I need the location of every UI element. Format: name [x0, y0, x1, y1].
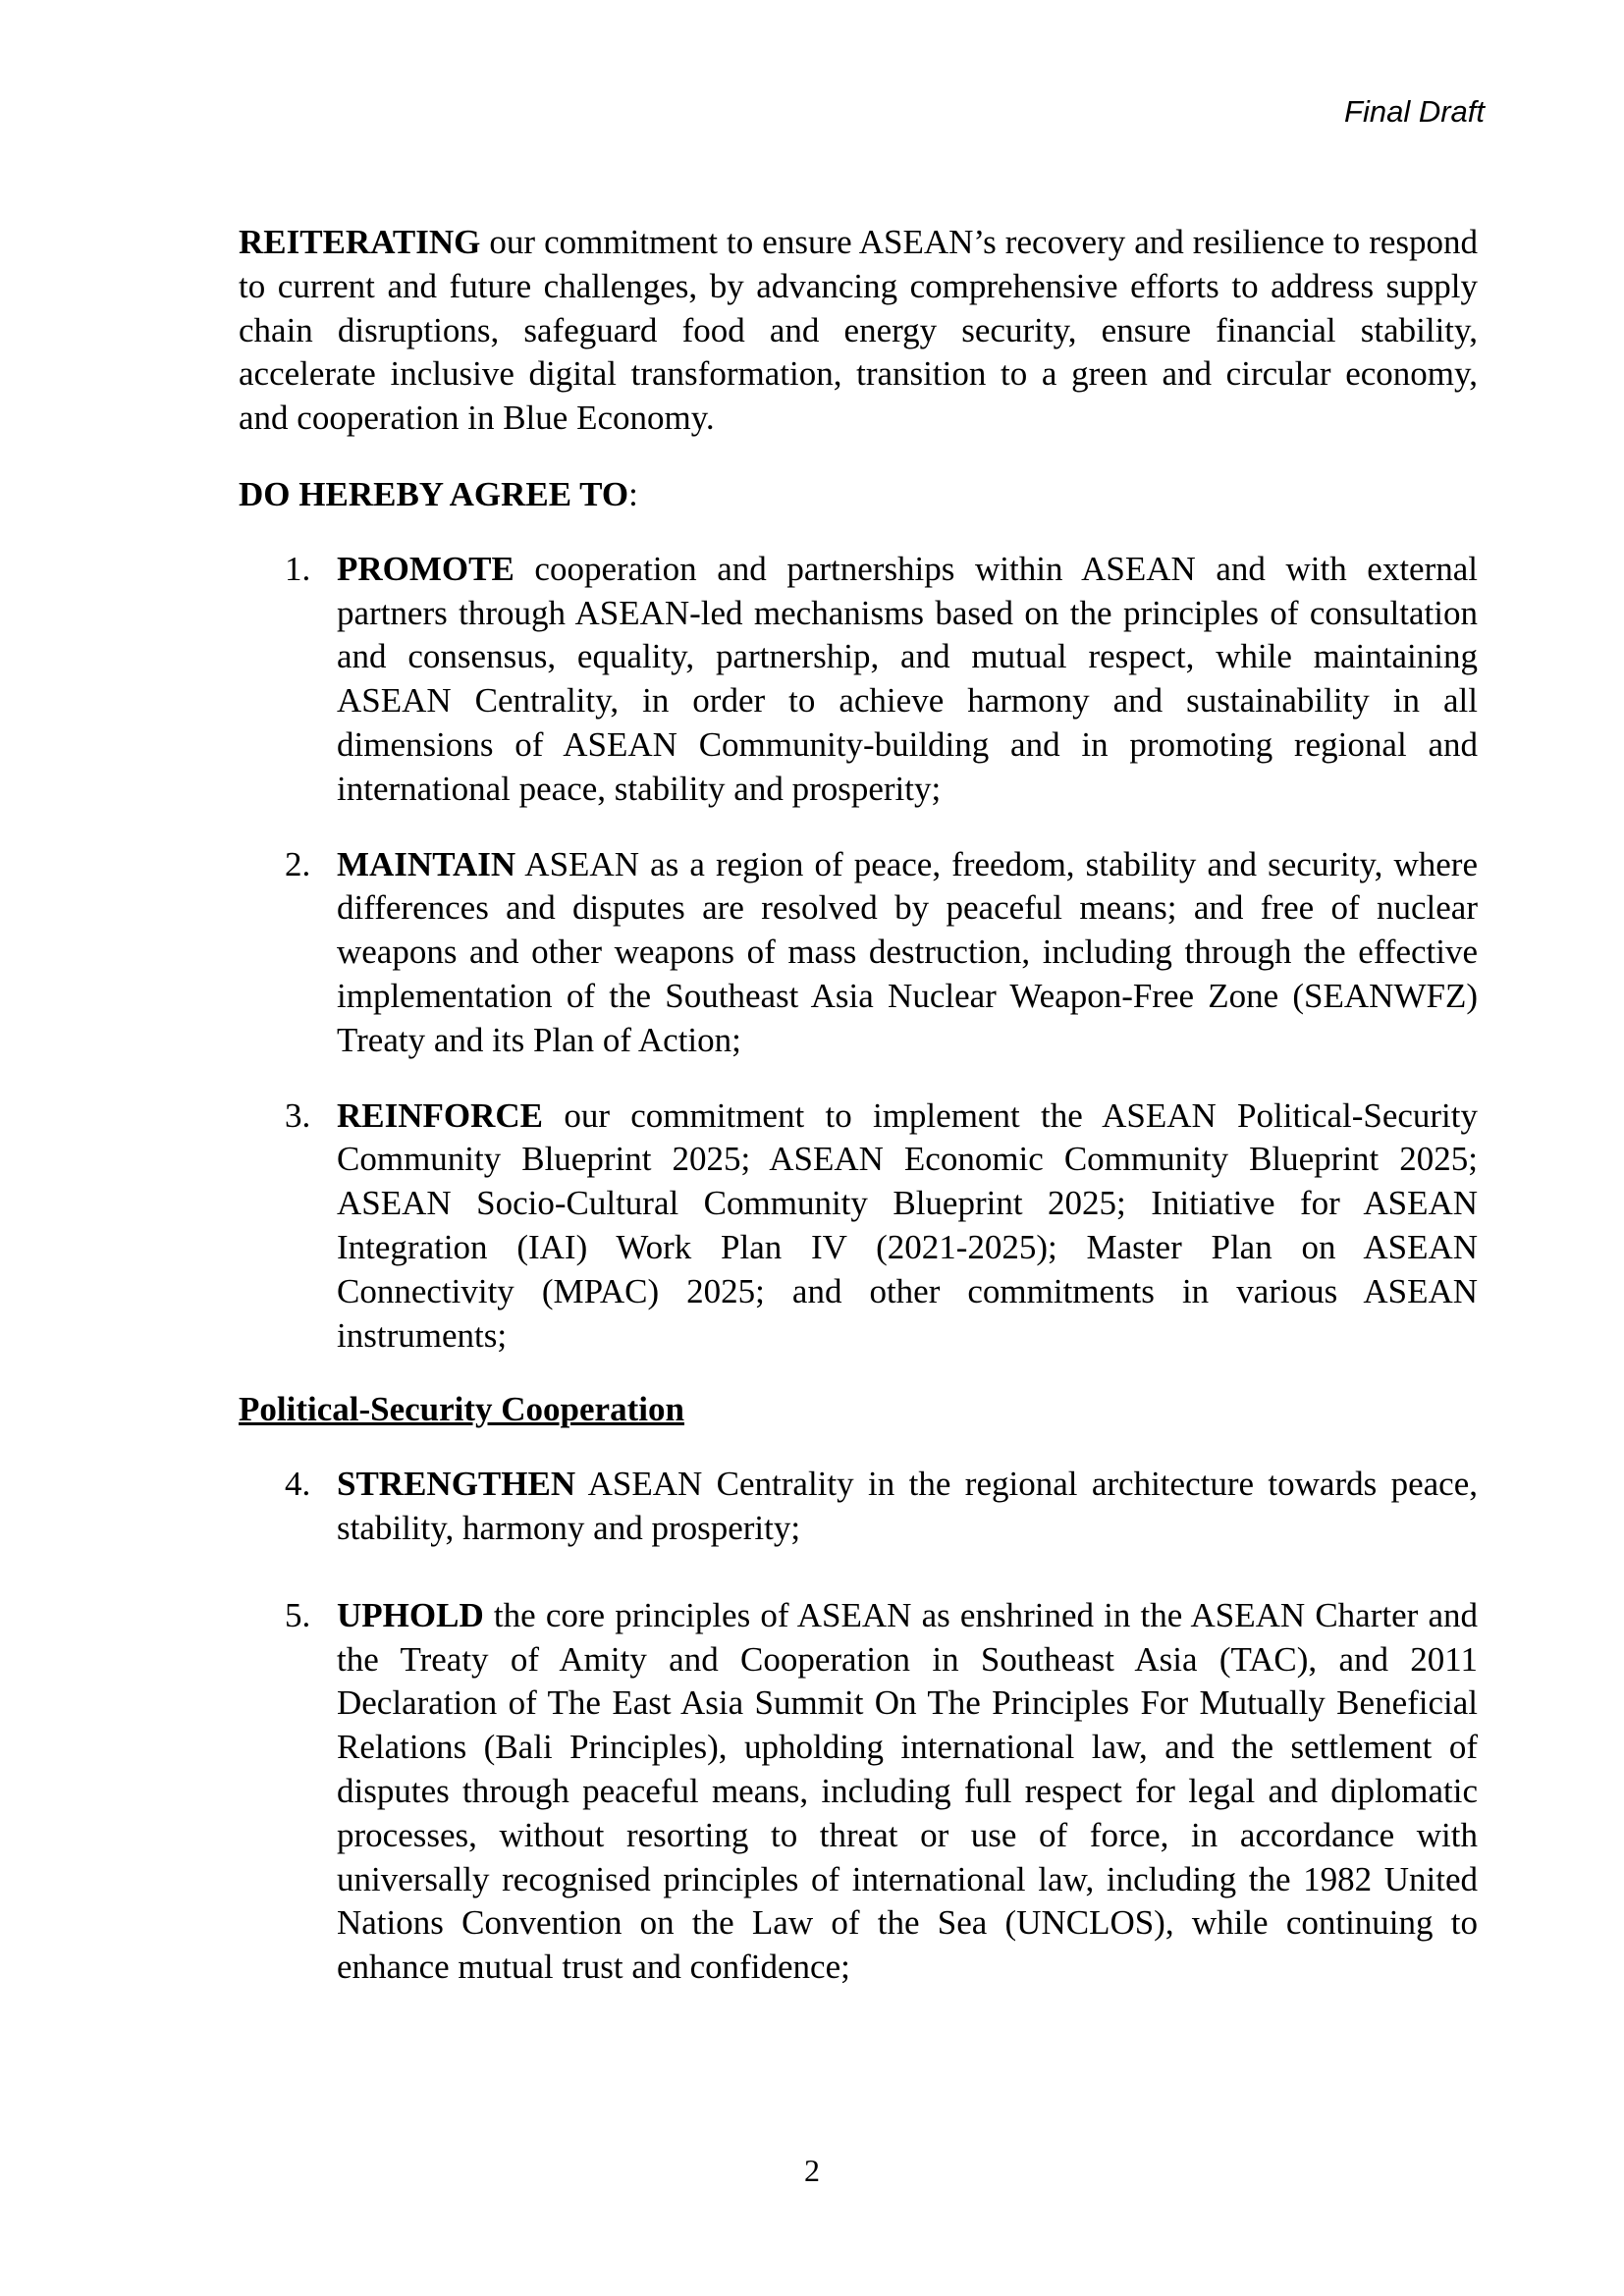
list-item [239, 548, 1478, 812]
list-item-keyword: MAINTAIN [337, 844, 516, 883]
list-item-number: 1. [285, 549, 311, 588]
list-item-text: ASEAN as a region of peace, freedom, stability and security, where differences and disputes are resolved by peaceful means; and free of nuclear weapons and other weapons of mass destruction, including through the effective implementation of the Southeast Asia Nuclear Weapon-Free Zone (SEANWFZ) Treaty and its Plan of Action; [337, 844, 1478, 1059]
document-body [239, 221, 1478, 1990]
list-item-keyword: UPHOLD [337, 1595, 484, 1634]
preamble-paragraph [239, 221, 1478, 441]
list-item-number: 2. [285, 844, 311, 883]
list-item-text: our commitment to implement the ASEAN Political-Security Community Blueprint 2025; ASEAN Economic Community Blueprint 2025; ASEAN Socio-Cultural Community Blueprint 2025; Initiative for ASEAN Integration (IAI) Work Plan IV (2021-2025); Master Plan on ASEAN Connectivity (MPAC) 2025; and other commitments in various ASEAN instruments; [337, 1095, 1478, 1355]
agree-heading-colon: : [628, 474, 638, 513]
section-heading: Political-Security Cooperation [239, 1390, 684, 1429]
list-item-text: the core principles of ASEAN as enshrined in the ASEAN Charter and the Treaty of Amity and Cooperation in Southeast Asia (TAC), and 2011 Declaration of The East Asia Summit On The Principles For Mutually Beneficial Relations (Bali Principles), upholding international law, and the settlement of disputes through peaceful means, including full respect for legal and diplomatic processes, without resorting to threat or use of force, in accordance with universally recognised principles of international law, including the 1982 United Nations Convention on the Law of the Sea (UNCLOS), while continuing to enhance mutual trust and confidence; [337, 1595, 1478, 1987]
preamble-keyword: REITERATING [239, 223, 481, 261]
agree-heading [239, 473, 1478, 517]
page-number: 2 [804, 2153, 820, 2188]
list-item-keyword: REINFORCE [337, 1095, 544, 1135]
list-item [239, 843, 1478, 1063]
list-item-text: cooperation and partnerships within ASEAN and with external partners through ASEAN-led mechanisms based on the principles of consultation and consensus, equality, partnership, and mutual respect, while maintaining ASEAN Centrality, in order to achieve harmony and sustainability in all dimensions of ASEAN Community-building and in promoting regional and international peace, stability and prosperity; [337, 549, 1478, 808]
document-status-label: Final Draft [1344, 94, 1485, 129]
list-item-number: 5. [285, 1595, 311, 1634]
preamble-text: our commitment to ensure ASEAN’s recovery and resilience to respond to current and future challenges, by advancing comprehensive efforts to address supply chain disruptions, safeguard food and energy security, ensure financial stability, accelerate inclusive digital transformation, transition to a green and circular economy, and cooperation in Blue Economy. [239, 223, 1478, 438]
list-item-text: ASEAN Centrality in the regional architecture towards peace, stability, harmony and prosperity; [337, 1465, 1478, 1547]
list-item-keyword: PROMOTE [337, 549, 514, 588]
list-item [239, 1594, 1478, 1990]
list-item-number: 3. [285, 1095, 311, 1135]
agree-heading-text: DO HEREBY AGREE TO [239, 474, 629, 513]
list-item [239, 1095, 1478, 1359]
list-item-keyword: STRENGTHEN [337, 1465, 576, 1504]
list-item [239, 1463, 1478, 1551]
list-item-number: 4. [285, 1465, 311, 1504]
